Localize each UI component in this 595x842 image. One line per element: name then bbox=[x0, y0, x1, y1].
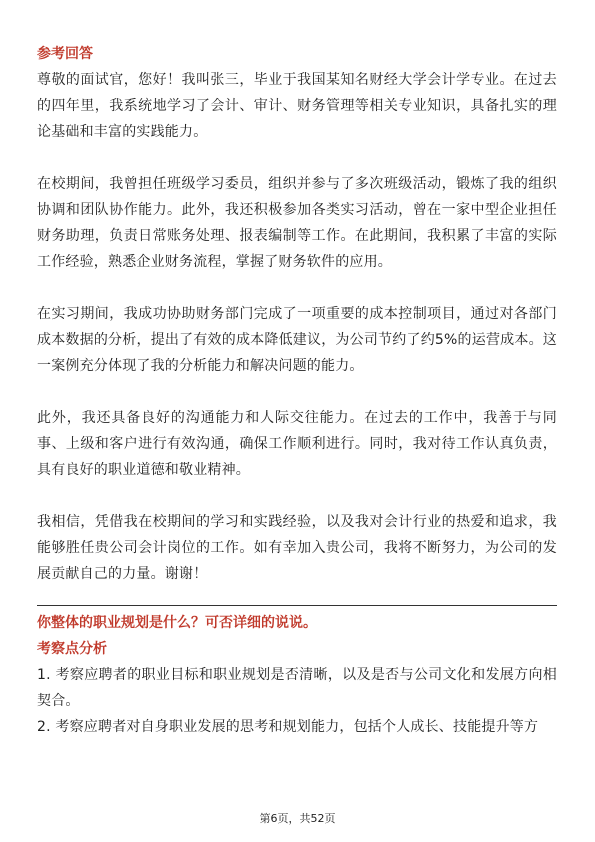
paragraph-gap bbox=[37, 145, 557, 171]
answer-paragraph: 在校期间，我曾担任班级学习委员，组织并参与了多次班级活动，锻炼了我的组织协调和团队协作能力。此外，我还积极参加各类实习活动，曾在一家中型企业担任财务助理，负责日常账务处理、报表编制等工作。在此期间，我积累了丰富的实际工作经验，熟悉企业财务流程，掌握了财务软件的应用。 bbox=[37, 176, 557, 270]
answer-paragraph: 我相信，凭借我在校期间的学习和实践经验，以及我对会计行业的热爱和追求，我能够胜任贵公司会计岗位的工作。如有幸加入贵公司，我将不断努力，为公司的发展贡献自己的力量。谢谢！ bbox=[37, 514, 557, 582]
analysis-heading: 考察点分析 bbox=[37, 641, 107, 657]
answer-paragraph: 尊敬的面试官，您好！我叫张三，毕业于我国某知名财经大学会计学专业。在过去的四年里，我系统地学习了会计、审计、财务管理等相关专业知识，具备扎实的理论基础和丰富的实践能力。 bbox=[37, 72, 557, 140]
page-content bbox=[37, 41, 557, 740]
analysis-item: 1. 考察应聘者的职业目标和职业规划是否清晰，以及是否与公司文化和发展方向相契合。 bbox=[37, 667, 557, 709]
paragraph-gap bbox=[37, 379, 557, 405]
page-footer: 第6页，共52页 bbox=[259, 812, 336, 825]
paragraph-gap bbox=[37, 275, 557, 301]
answer-heading: 参考回答 bbox=[37, 46, 93, 62]
question-title: 你整体的职业规划是什么？可否详细的说说。 bbox=[37, 615, 317, 631]
answer-paragraph: 此外，我还具备良好的沟通能力和人际交往能力。在过去的工作中，我善于与同事、上级和客户进行有效沟通，确保工作顺利进行。同时，我对待工作认真负责，具有良好的职业道德和敬业精神。 bbox=[37, 410, 557, 478]
analysis-item: 2. 考察应聘者对自身职业发展的思考和规划能力，包括个人成长、技能提升等方 bbox=[37, 719, 539, 735]
answer-paragraph: 在实习期间，我成功协助财务部门完成了一项重要的成本控制项目，通过对各部门成本数据的分析，提出了有效的成本降低建议，为公司节约了约5%的运营成本。这一案例充分体现了我的分析能力和解决问题的能力。 bbox=[37, 306, 557, 374]
section-divider bbox=[37, 605, 557, 606]
paragraph-gap bbox=[37, 483, 557, 509]
section-gap bbox=[37, 587, 557, 605]
